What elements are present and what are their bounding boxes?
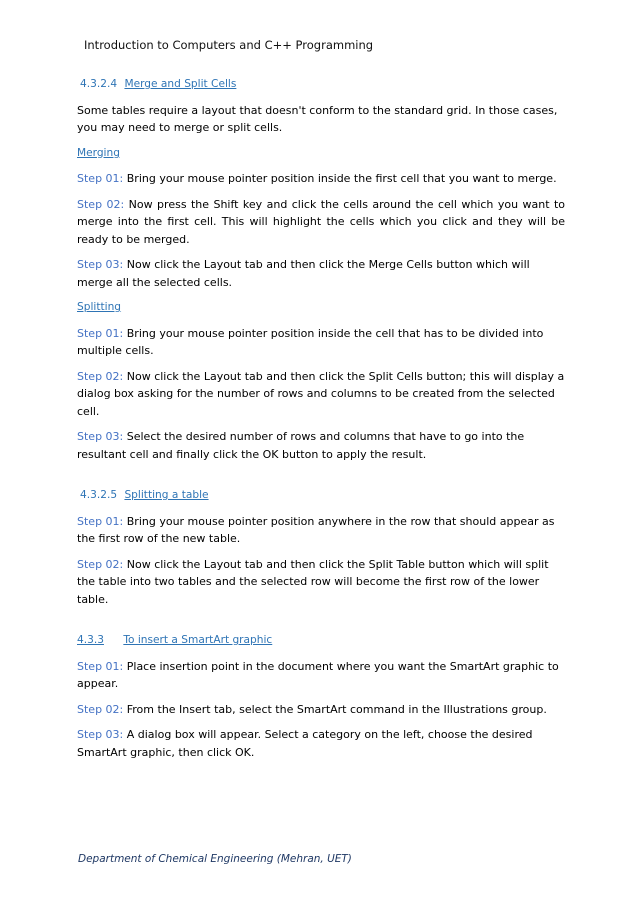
- step-text: Now press the Shift key and click the cells around the cell which you want to merge into the first cell. This will highlight the cells which you click and they will be ready to be merged.: [77, 197, 566, 246]
- subheading-merging: Merging: [77, 146, 120, 159]
- smartart-step-3: [77, 726, 565, 761]
- step-label: Step 03:: [77, 258, 124, 271]
- splitting-step-1: [77, 325, 565, 360]
- step-text: From the Insert tab, select the SmartArt command in the Illustrations group.: [126, 702, 547, 716]
- page-header: Introduction to Computers and C++ Programming: [84, 38, 374, 52]
- section-number: 4.3.2.5: [80, 489, 118, 501]
- document-body: [77, 76, 565, 769]
- merging-step-3: [77, 256, 565, 291]
- step-label: Step 02:: [77, 369, 124, 383]
- step-label: Step 03:: [77, 430, 124, 443]
- step-label: Step 01:: [77, 514, 124, 528]
- section-heading-merge-split: [77, 76, 565, 94]
- merging-step-2: [77, 196, 565, 249]
- splitting-step-2: [77, 368, 565, 421]
- section-title: To insert a SmartArt graphic: [123, 634, 273, 646]
- section-title: Splitting a table: [124, 489, 209, 501]
- merging-step-1: [77, 170, 565, 188]
- step-text: Now click the Layout tab and then click the Merge Cells button which will merge all the selected cells.: [77, 258, 530, 289]
- intro-paragraph: Some tables require a layout that doesn't conform to the standard grid. In those cases, you may need to merge or split cells.: [77, 103, 558, 134]
- subheading-splitting: Splitting: [77, 301, 122, 313]
- page-footer: Department of Chemical Engineering (Mehran, UET): [78, 853, 352, 865]
- step-label: Step 01:: [77, 326, 124, 340]
- split-table-step-2: [77, 556, 565, 609]
- section-number: 4.3.2.4: [80, 78, 118, 90]
- step-label: Step 02:: [77, 197, 125, 211]
- step-text: Bring your mouse pointer position anywhere in the row that should appear as the first row of the new table.: [77, 514, 555, 545]
- step-text: Select the desired number of rows and columns that have to go into the resultant cell and finally click the OK button to apply the result.: [77, 430, 525, 461]
- step-text: Now click the Layout tab and then click the Split Cells button; this will display a dialog box asking for the number of rows and columns to be created from the selected cell.: [77, 369, 565, 418]
- step-text: Now click the Layout tab and then click the Split Table button which will split the table into two tables and the selected row will become the first row of the lower table.: [77, 557, 549, 606]
- step-label: Step 03:: [77, 728, 124, 741]
- step-text: Place insertion point in the document where you want the SmartArt graphic to appear.: [77, 659, 559, 690]
- smartart-step-1: [77, 658, 565, 693]
- section-title: Merge and Split Cells: [124, 78, 237, 90]
- step-text: A dialog box will appear. Select a category on the left, choose the desired SmartArt graphic, then click OK.: [77, 728, 533, 759]
- smartart-step-2: [77, 701, 565, 719]
- section-number: 4.3.3: [77, 634, 104, 646]
- splitting-step-3: [77, 428, 565, 463]
- section-heading-split-table: [77, 487, 565, 505]
- step-label: Step 02:: [77, 557, 124, 571]
- step-text: Bring your mouse pointer position inside the cell that has to be divided into multiple cells.: [77, 326, 544, 357]
- section-heading-smartart: [77, 632, 565, 650]
- step-label: Step 01:: [77, 172, 124, 185]
- step-label: Step 01:: [77, 659, 124, 673]
- step-label: Step 02:: [77, 702, 124, 716]
- step-text: Bring your mouse pointer position inside the first cell that you want to merge.: [126, 172, 557, 185]
- split-table-step-1: [77, 513, 565, 548]
